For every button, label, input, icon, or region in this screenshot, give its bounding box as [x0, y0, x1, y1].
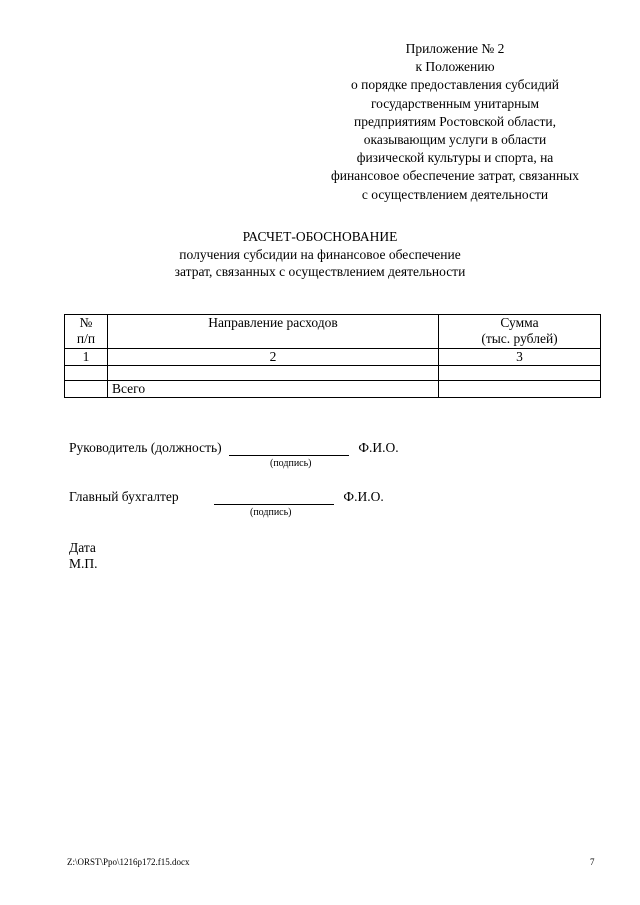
- header-amount-unit: (тыс. рублей): [481, 331, 558, 346]
- signature-underline: [229, 455, 349, 456]
- accountant-signature-caption: (подпись): [250, 507, 292, 518]
- table-numbering-row: [65, 349, 601, 366]
- table-cell: [65, 366, 108, 381]
- table-cell: [439, 366, 601, 381]
- numbering-cell: 3: [439, 349, 601, 366]
- table-cell: [108, 366, 439, 381]
- appendix-line: оказывающим услуги в области: [363, 132, 547, 148]
- head-signature-line: [69, 440, 399, 456]
- header-number-label: №: [79, 315, 93, 330]
- stamp-label: М.П.: [69, 556, 98, 571]
- accountant-signature-name: Ф.И.О.: [343, 489, 384, 504]
- date-label: Дата: [69, 540, 96, 555]
- title-heading: РАСЧЕТ-ОБОСНОВАНИЕ: [242, 229, 398, 244]
- header-cell-amount: [439, 315, 601, 349]
- header-cell-number: [65, 315, 108, 349]
- header-direction-label: Направление расходов: [208, 315, 338, 330]
- appendix-header: [300, 40, 610, 204]
- appendix-line: предприятиям Ростовской области,: [353, 113, 557, 129]
- table-row: [65, 366, 601, 381]
- document-title: [0, 228, 640, 281]
- numbering-cell: 1: [65, 349, 108, 366]
- total-amount-cell: [439, 381, 601, 398]
- calculation-table: [64, 314, 601, 398]
- signature-underline: [214, 504, 334, 505]
- appendix-line: к Положению: [415, 59, 495, 75]
- appendix-line: Приложение № 2: [405, 41, 505, 56]
- footer-file-path: Z:\ORST\Ppo\1216p172.f15.docx: [67, 857, 190, 867]
- header-amount-label: Сумма: [500, 315, 539, 330]
- numbering-cell: 2: [108, 349, 439, 366]
- title-subtitle-line: затрат, связанных с осуществлением деятельности: [174, 264, 466, 279]
- accountant-signature-line: [69, 489, 384, 505]
- appendix-line: с осуществлением деятельности: [361, 186, 549, 202]
- head-signature-caption: (подпись): [270, 458, 312, 469]
- head-signature-name: Ф.И.О.: [358, 440, 399, 455]
- head-signature-label: Руководитель (должность): [69, 440, 222, 455]
- title-subtitle-line: получения субсидии на финансовое обеспечение: [179, 246, 461, 262]
- accountant-signature-label: Главный бухгалтер: [69, 489, 179, 504]
- appendix-line: физической культуры и спорта, на: [356, 150, 554, 166]
- table-header-row: [65, 315, 601, 349]
- header-number-sub: п/п: [76, 331, 96, 346]
- table-cell: [65, 381, 108, 398]
- appendix-line: о порядке предоставления субсидий: [350, 77, 560, 93]
- table-total-row: [65, 381, 601, 398]
- total-label: Всего: [108, 381, 439, 398]
- appendix-line: государственным унитарным: [370, 95, 540, 111]
- header-cell-direction: [108, 315, 439, 349]
- page-number: 7: [590, 857, 595, 867]
- appendix-line: финансовое обеспечение затрат, связанных: [330, 168, 580, 184]
